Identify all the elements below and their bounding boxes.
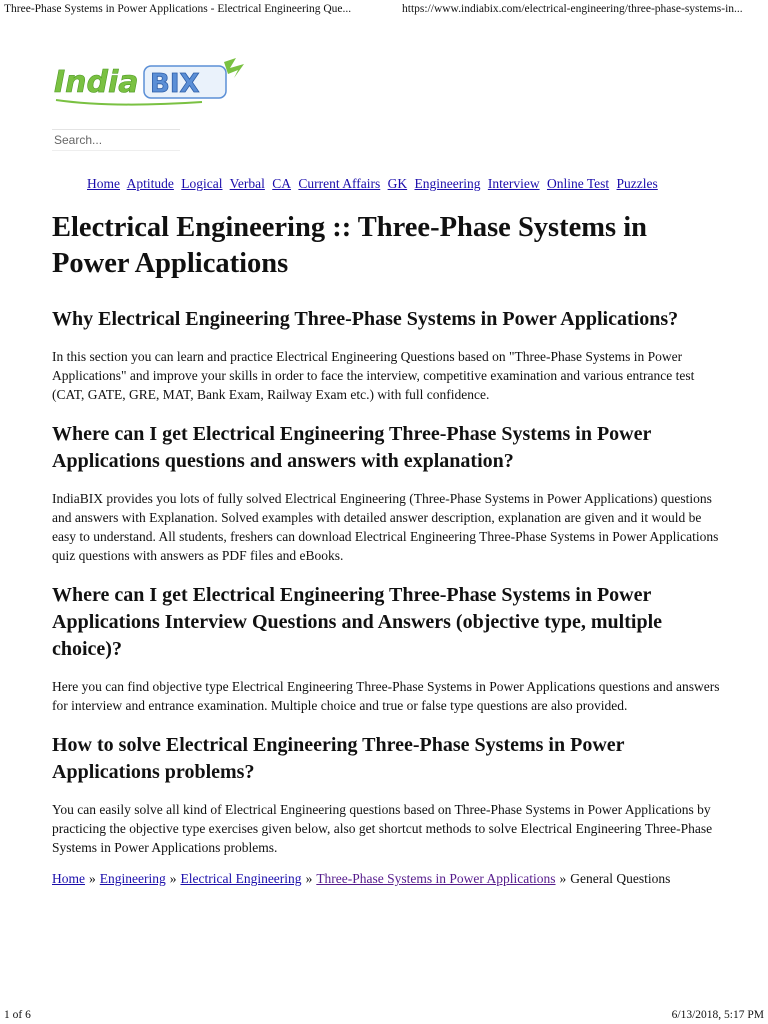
breadcrumb-separator: » — [89, 871, 96, 886]
breadcrumb-current: General Questions — [570, 871, 671, 886]
breadcrumb-engineering[interactable]: Engineering — [99, 871, 166, 886]
section-heading-how-to-solve: How to solve Electrical Engineering Three-Phase Systems in Power Applications problems? — [52, 734, 625, 783]
print-header-title: Three-Phase Systems in Power Applications - Electrical Engineering Que... — [4, 3, 352, 15]
logo-graphic — [52, 56, 248, 112]
nav-link-logical[interactable]: Logical — [181, 176, 223, 191]
nav-link-aptitude[interactable]: Aptitude — [126, 176, 174, 191]
print-footer — [4, 1006, 764, 1022]
nav-link-interview[interactable]: Interview — [487, 176, 540, 191]
breadcrumb-separator: » — [169, 871, 177, 886]
print-page-number: 1 of 6 — [4, 1009, 31, 1021]
nav-link-engineering[interactable]: Engineering — [414, 176, 481, 191]
breadcrumb-electrical-engineering[interactable]: Electrical Engineering — [180, 871, 302, 886]
print-header-url: https://www.indiabix.com/electrical-engineering/three-phase-systems-in... — [402, 3, 743, 15]
nav-link-ca[interactable]: CA — [272, 176, 292, 191]
nav-link-current-affairs[interactable]: Current Affairs — [298, 176, 381, 191]
print-date: 6/13/2018, 5:17 PM — [671, 1009, 764, 1021]
breadcrumb-separator: » — [305, 871, 313, 886]
breadcrumb — [52, 869, 720, 888]
main-content — [52, 210, 720, 888]
section-heading-interview: Where can I get Electrical Engineering Three-Phase Systems in Power Applications Interview Questions and Answers (objective type, multiple choice)? — [52, 584, 662, 660]
breadcrumb-separator: » — [559, 871, 567, 886]
page-title: Electrical Engineering :: Three-Phase Systems in Power Applications — [52, 212, 648, 279]
breadcrumb-three-phase[interactable]: Three-Phase Systems in Power Applications — [316, 871, 556, 886]
indiabix-logo[interactable] — [52, 56, 248, 112]
section-heading-why: Why Electrical Engineering Three-Phase Systems in Power Applications? — [52, 308, 679, 330]
section-body-interview: Here you can find objective type Electrical Engineering Three-Phase Systems in Power Applications questions and answers for interview and entrance examination. Multiple choice and true or false type questions are also provided. — [52, 679, 720, 713]
breadcrumb-home[interactable]: Home — [52, 871, 85, 886]
search-input[interactable] — [52, 129, 180, 151]
logo-text-bix: BIX — [150, 69, 200, 99]
section-body-why: In this section you can learn and practice Electrical Engineering Questions based on "Three-Phase Systems in Power Applications" and improve your skills in order to face the interview, competitive examination and various entrance test (CAT, GATE, GRE, MAT, Bank Exam, Railway Exam etc.) with full confidence. — [52, 349, 695, 402]
section-heading-where-explanation: Where can I get Electrical Engineering Three-Phase Systems in Power Applications questions and answers with explanation? — [52, 423, 651, 472]
nav-link-gk[interactable]: GK — [387, 176, 408, 191]
section-body-how-to-solve: You can easily solve all kind of Electrical Engineering questions based on Three-Phase Systems in Power Applications by practicing the objective type exercises given below, also get shortcut methods to solve Electrical Engineering Three-Phase Systems in Power Applications problems. — [52, 802, 713, 855]
nav-link-puzzles[interactable]: Puzzles — [616, 176, 658, 191]
nav-link-online-test[interactable]: Online Test — [546, 176, 610, 191]
top-nav — [87, 176, 658, 192]
lightning-icon — [224, 58, 244, 78]
nav-link-home[interactable]: Home — [87, 176, 120, 191]
nav-link-verbal[interactable]: Verbal — [229, 176, 265, 191]
logo-swoosh — [56, 100, 202, 105]
logo-text-india: India — [54, 65, 139, 100]
section-body-where-explanation: IndiaBIX provides you lots of fully solved Electrical Engineering (Three-Phase Systems in Power Applications) questions and answers with Explanation. Solved examples with detailed answer description, explanation are given and it would be easy to understand. All students, freshers can download Electrical Engineering Three-Phase Systems in Power Applications quiz questions with answers as PDF files and eBooks. — [52, 491, 719, 563]
print-header — [4, 2, 764, 18]
